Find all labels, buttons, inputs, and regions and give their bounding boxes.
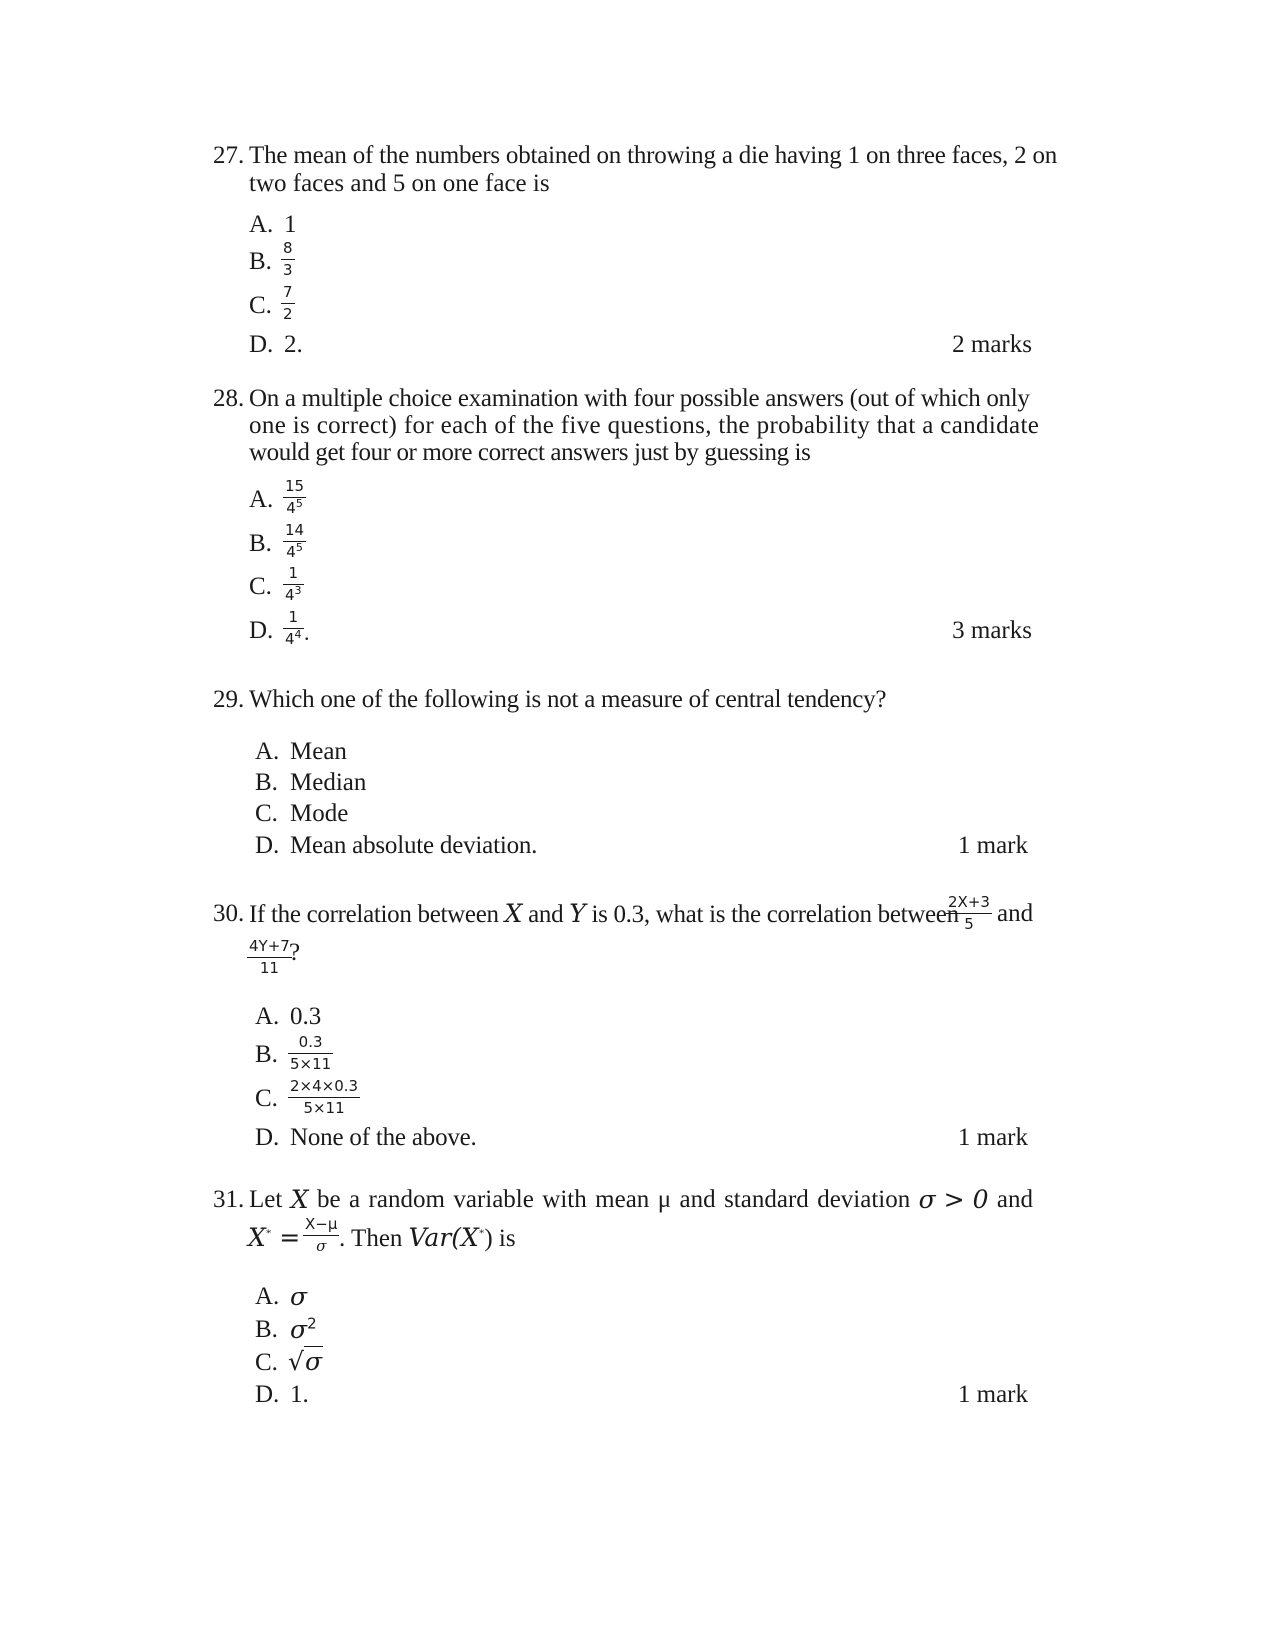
fraction-numerator: 15 [285, 477, 305, 495]
question-number: 27. [213, 142, 245, 169]
fraction-denominator: 5×11 [303, 1099, 345, 1117]
option-letter: C. [249, 573, 272, 600]
math-expression: σ > 0 [918, 1185, 989, 1214]
fraction-denominator: 11 [259, 959, 279, 977]
option-letter: C. [255, 1085, 278, 1112]
option-fraction [283, 522, 306, 561]
word: be [316, 1186, 341, 1213]
option-letter: B. [255, 769, 278, 796]
question-text: The mean of the numbers obtained on throwing a die having 1 on three faces, 2 on [249, 142, 1058, 169]
word: and [679, 1186, 716, 1213]
marks-label: 1 mark [957, 832, 1028, 859]
marks-label: 3 marks [952, 617, 1032, 644]
fraction-numerator: 8 [283, 239, 293, 257]
option-letter: A. [249, 211, 274, 238]
marks-label: 1 mark [957, 1124, 1028, 1151]
word: variable [453, 1186, 534, 1213]
question-number: 30. [213, 900, 245, 927]
option-text: Median [290, 769, 367, 796]
fraction-denominator: σ [316, 1237, 327, 1255]
question-text: If the correlation between X and Y is 0.3, what is the correlation between [249, 899, 959, 928]
option-fraction [283, 609, 304, 648]
fraction-denominator: $4^5$ [286, 541, 303, 561]
math-symbol: μ [657, 1186, 672, 1213]
fraction-denominator: $4^3$ [285, 584, 302, 604]
word: and [996, 1186, 1033, 1213]
option-text: None of the above. [290, 1124, 477, 1151]
fraction-denominator: 5 [964, 915, 974, 933]
option-fraction [283, 565, 304, 604]
fraction-bar [946, 913, 992, 914]
option-letter: C. [255, 800, 278, 827]
fraction-denominator: $4^4$ [285, 628, 302, 648]
option-fraction [288, 1078, 360, 1117]
option-fraction [281, 240, 295, 279]
fraction-bar [288, 1097, 360, 1098]
option-text: Mean [290, 738, 347, 765]
option-letter: C. [255, 1349, 278, 1376]
question-number: 31. [213, 1186, 245, 1213]
option-text: 1. [290, 1381, 309, 1408]
word: deviation [817, 1186, 911, 1213]
option-letter: B. [255, 1041, 278, 1068]
fraction-numerator: 1 [288, 608, 299, 626]
option-letter: D. [249, 331, 274, 358]
expression-fraction [946, 894, 992, 933]
option-text: Mode [290, 800, 349, 827]
question-number: 28. [213, 385, 245, 412]
fraction-numerator: 1 [288, 564, 299, 582]
fraction-numerator: 0.3 [298, 1033, 323, 1051]
fraction-bar [303, 1235, 339, 1236]
option-text: $\sigma^2$ [290, 1314, 317, 1344]
option-text: σ [290, 1282, 308, 1311]
option-letter: A. [255, 1003, 280, 1030]
fraction-bar [281, 259, 295, 260]
option-text: 0.3 [290, 1003, 322, 1030]
word: Let [249, 1186, 283, 1213]
sqrt-expression: √σ [288, 1347, 323, 1376]
option-text: 1 [284, 211, 297, 238]
marks-label: 2 marks [952, 331, 1032, 358]
option-letter: A. [255, 738, 280, 765]
option-letter: D. [249, 617, 274, 644]
fraction-numerator: 2×4×0.3 [290, 1077, 359, 1095]
expression-fraction [303, 1216, 339, 1255]
option-text: Mean absolute deviation. [290, 832, 538, 859]
fraction-numerator: 7 [283, 283, 293, 301]
question-text: Which one of the following is not a measure of central tendency? [249, 686, 887, 713]
math-variable: X [290, 1185, 309, 1214]
radicand: σ [304, 1347, 323, 1376]
expression-fraction [247, 938, 292, 977]
fraction-denominator: 3 [283, 261, 293, 279]
word: a [349, 1186, 361, 1213]
word: standard [724, 1186, 809, 1213]
question-text: X* = [248, 1223, 301, 1252]
question-number: 29. [213, 686, 245, 713]
option-fraction [288, 1034, 333, 1073]
option-letter: D. [255, 1381, 280, 1408]
option-letter: D. [255, 1124, 280, 1151]
fraction-bar [288, 1053, 333, 1054]
word: with [542, 1186, 587, 1213]
question-text: On a multiple choice examination with four possible answers (out of which only [249, 385, 1030, 412]
word: random [368, 1186, 445, 1213]
fraction-bar [281, 303, 295, 304]
option-letter: B. [249, 248, 272, 275]
question-text: one is correct) for each of the five questions, the probability that a candidate [249, 412, 1040, 439]
option-text: 2. [284, 331, 303, 358]
option-letter: D. [255, 832, 280, 859]
fraction-numerator: X−μ [305, 1215, 338, 1233]
fraction-numerator: 2X+3 [948, 893, 990, 911]
option-letter: B. [249, 530, 272, 557]
option-letter: A. [255, 1283, 280, 1310]
question-text-line [249, 1185, 1033, 1214]
fraction-numerator: 4Y+7 [249, 937, 290, 955]
question-text-line [249, 141, 1058, 170]
question-text: ? [289, 939, 301, 966]
word: mean [595, 1186, 650, 1213]
fraction-denominator: 5×11 [290, 1055, 332, 1073]
option-suffix: . [304, 620, 310, 645]
option-letter: A. [249, 486, 274, 513]
option-letter: B. [255, 1316, 278, 1343]
option-fraction [281, 284, 295, 323]
option-letter: C. [249, 292, 272, 319]
question-text: and [997, 900, 1034, 927]
question-text: . Then Var(X*) is [339, 1223, 516, 1252]
question-text: two faces and 5 on one face is [249, 170, 550, 197]
fraction-bar [247, 957, 292, 958]
fraction-denominator: $4^5$ [286, 497, 303, 517]
question-text: would get four or more correct answers just by guessing is [249, 439, 811, 466]
marks-label: 1 mark [957, 1381, 1028, 1408]
fraction-numerator: 14 [285, 521, 305, 539]
option-fraction [283, 478, 306, 517]
fraction-denominator: 2 [283, 305, 293, 323]
